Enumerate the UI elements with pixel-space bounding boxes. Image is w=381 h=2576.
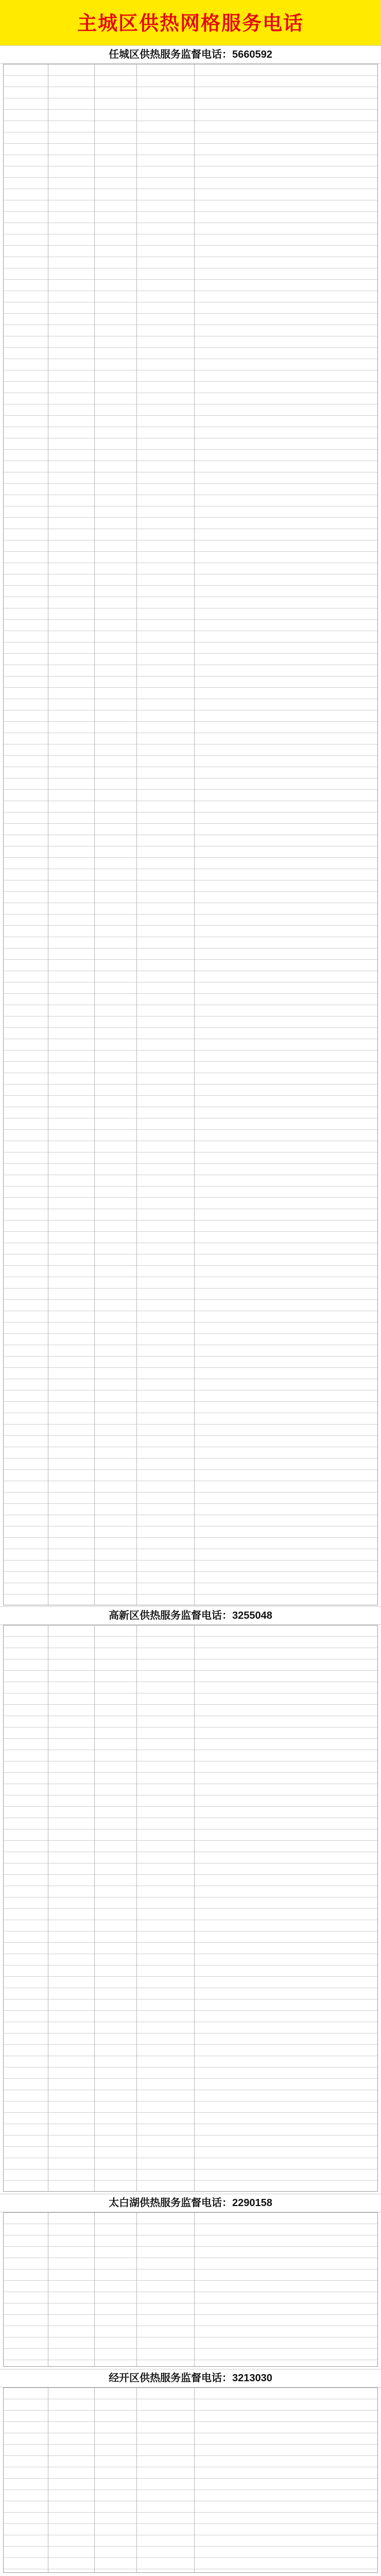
grid-divider bbox=[194, 2388, 195, 2572]
supervision-line-rencheng: 任城区供热服务监督电话：5660592 bbox=[0, 45, 381, 64]
grid-divider bbox=[194, 1625, 195, 2191]
page-title: 主城区供热网格服务电话 bbox=[77, 13, 304, 35]
grid-divider bbox=[194, 64, 195, 1605]
grid-gaoxin bbox=[3, 1625, 378, 2192]
grid-taibaihu bbox=[3, 2212, 378, 2367]
grid-divider bbox=[136, 2213, 137, 2366]
grid-divider bbox=[94, 2213, 95, 2366]
header-banner bbox=[0, 0, 381, 45]
grid-divider bbox=[136, 2388, 137, 2572]
supervision-line-gaoxin: 高新区供热服务监督电话：3255048 bbox=[0, 1606, 381, 1625]
grid-divider bbox=[94, 2388, 95, 2572]
grid-divider bbox=[94, 1625, 95, 2191]
grid-divider bbox=[136, 64, 137, 1605]
grid-rencheng bbox=[3, 64, 378, 1605]
supervision-line-taibaihu: 太白湖供热服务监督电话：2290158 bbox=[0, 2194, 381, 2212]
supervision-line-jingkai: 经开区供热服务监督电话：3213030 bbox=[0, 2369, 381, 2387]
grid-divider bbox=[94, 64, 95, 1605]
grid-jingkai bbox=[3, 2387, 378, 2573]
grid-divider bbox=[194, 2213, 195, 2366]
grid-divider bbox=[136, 1625, 137, 2191]
